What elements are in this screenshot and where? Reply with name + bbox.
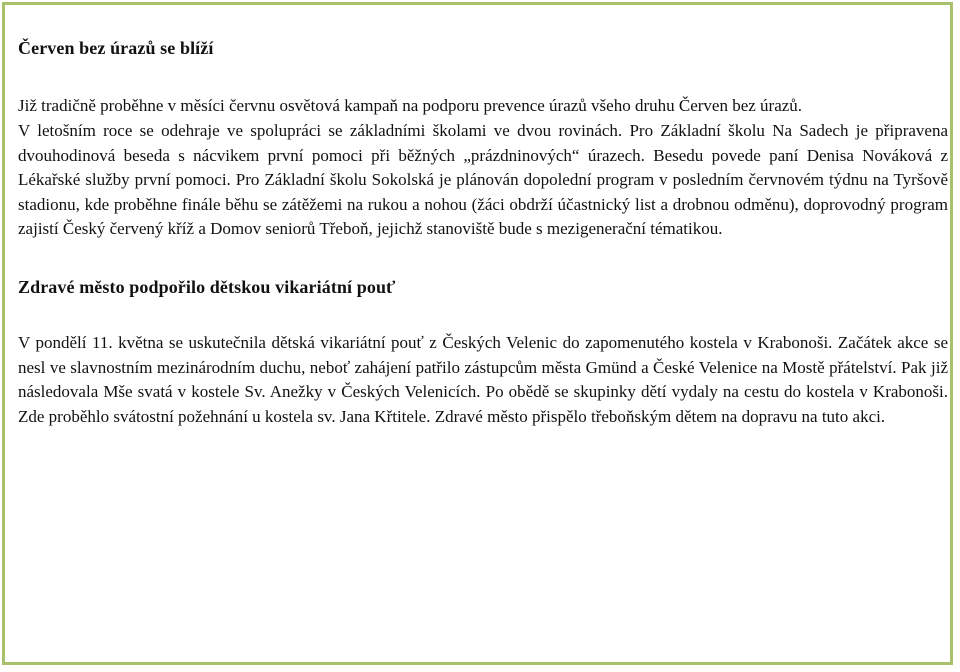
article-title: Červen bez úrazů se blíží — [18, 38, 214, 58]
article-paragraph: V letošním roce se odehraje ve spolupráci se základními školami ve dvou rovinách. Pro Základní školu Na Sadech je připravena dvouhodinová beseda s nácvikem první pomoci při běžných „prázdninových“ úrazech. Besedu povede paní Denisa Nováková z Lékařské služby první pomoci. Pro Základní školu Sokolská je plánován dopolední program v posledním červnovém týdnu na Tyršově stadionu, kde proběhne finále běhu se zátěžemi na rukou a nohou (žáci obdrží účastnický list a drobnou odměnu), doprovodný program zajistí Český červený kříž a Domov seniorů Třeboň, jejichž stanoviště bude s mezigenerační tématikou. — [18, 121, 948, 239]
article-paragraph: Již tradičně proběhne v měsíci červnu osvětová kampaň na podporu prevence úrazů všeho druhu Červen bez úrazů. — [18, 96, 803, 115]
article-title: Zdravé město podpořilo dětskou vikariátní pouť — [18, 277, 396, 298]
article-paragraph: V pondělí 11. května se uskutečnila dětská vikariátní pouť z Českých Velenic do zapomenutého kostela v Krabonoši. Začátek akce se nesl ve slavnostním mezinárodním duchu, neboť zahájení patřilo zástupcům města Gmünd a České Velenice na Mostě přátelství. Pak již následovala Mše svatá v kostele Sv. Anežky v Českých Velenicích. Po obědě se skupinky dětí vydaly na cestu do kostela v Krabonoši. Zde proběhlo svátostní požehnání u kostela sv. Jana Křtitele. Zdravé město přispělo třeboňským dětem na dopravu na tuto akci. — [18, 333, 948, 426]
document-content — [18, 36, 948, 429]
